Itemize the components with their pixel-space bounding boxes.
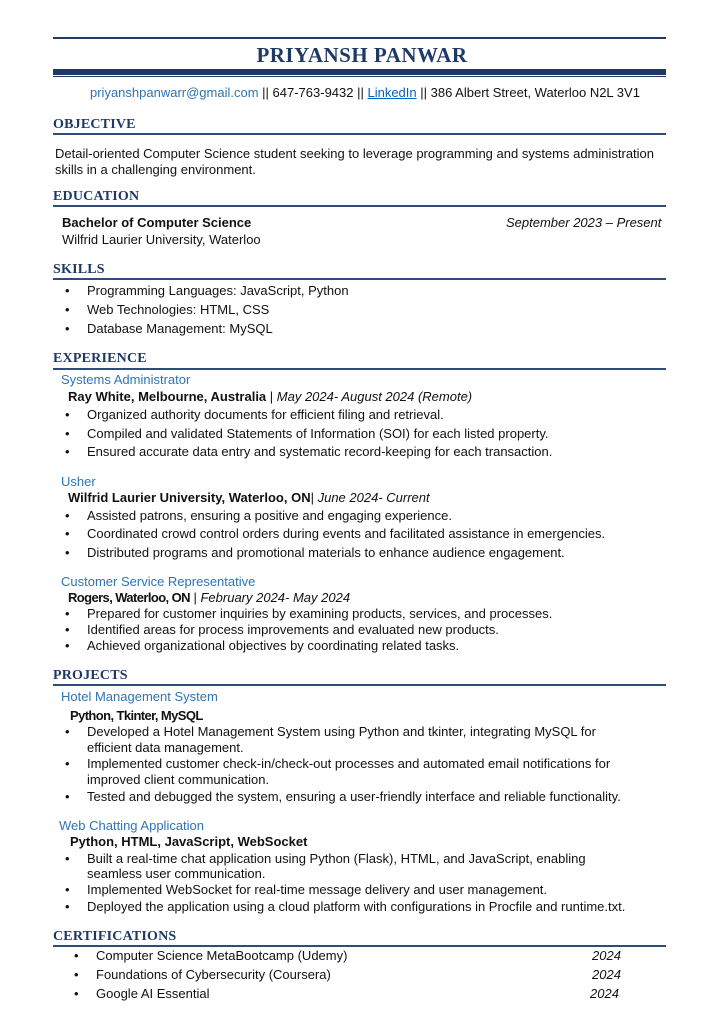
job-org: Ray White, Melbourne, Australia — [68, 389, 267, 404]
job-org-line — [68, 490, 430, 505]
cert-name: • Computer Science MetaBootcamp (Udemy) — [96, 948, 347, 963]
skill-item: • Web Technologies: HTML, CSS — [87, 302, 269, 317]
job-role: Usher — [61, 474, 96, 489]
cert-year: 2024 — [592, 967, 621, 982]
section-title-certifications: CERTIFICATIONS — [53, 929, 177, 944]
project-bullet: • Built a real-time chat application using Python (Flask), HTML, and JavaScript, enabling — [87, 851, 586, 866]
education-degree: Bachelor of Computer Science — [62, 215, 252, 230]
job-org: Rogers, Waterloo, ON — [68, 590, 190, 605]
cert-name: • Foundations of Cybersecurity (Coursera) — [96, 967, 331, 982]
cert-year: 2024 — [590, 986, 619, 1001]
job-period: June 2024- Current — [317, 490, 430, 505]
project-bullet: • Tested and debugged the system, ensuring a user-friendly interface and reliable functionality. — [87, 789, 621, 804]
job-bullet: • Organized authority documents for efficient filing and retrieval. — [87, 407, 444, 422]
project-bullet: • Developed a Hotel Management System using Python and tkinter, integrating MySQL for — [87, 724, 596, 739]
project-name: Web Chatting Application — [59, 818, 205, 833]
job-bullet: • Ensured accurate data entry and systematic record-keeping for each transaction. — [87, 444, 552, 459]
job-bullet: • Compiled and validated Statements of Information (SOI) for each listed property. — [87, 426, 549, 441]
job-org: Wilfrid Laurier University, Waterloo, ON — [68, 490, 311, 505]
section-rule-certifications — [53, 945, 666, 947]
section-title-education: EDUCATION — [53, 189, 140, 204]
job-role: Customer Service Representative — [61, 574, 256, 589]
header-bottom-rule — [53, 69, 666, 75]
job-bullet: • Prepared for customer inquiries by examining products, services, and processes. — [87, 606, 552, 621]
job-org-line — [68, 590, 350, 605]
header-top-rule — [53, 37, 666, 39]
section-title-skills: SKILLS — [53, 262, 105, 277]
contact-line — [90, 85, 640, 100]
cert-year: 2024 — [592, 948, 621, 963]
project-bullet: • Implemented customer check-in/check-out processes and automated email notifications for — [87, 756, 610, 771]
project-tech: Python, HTML, JavaScript, WebSocket — [70, 834, 308, 849]
cert-name: • Google AI Essential — [96, 986, 209, 1001]
email-link[interactable]: priyanshpanwarr@gmail.com — [90, 85, 259, 100]
objective-line-2: skills in a challenging environment. — [55, 162, 256, 177]
job-org-line — [68, 389, 472, 404]
section-title-projects: PROJECTS — [53, 668, 128, 683]
project-bullet-cont: seamless user communication. — [87, 866, 266, 881]
project-bullet: • Deployed the application using a cloud platform with configurations in Procfile and runtime.txt. — [87, 899, 625, 914]
skill-item: • Database Management: MySQL — [87, 321, 273, 336]
project-tech: Python, Tkinter, MySQL — [70, 708, 203, 723]
linkedin-link[interactable]: LinkedIn — [367, 85, 417, 100]
skill-item: • Programming Languages: JavaScript, Python — [87, 283, 349, 298]
section-rule-experience — [53, 368, 666, 370]
job-separator: | — [189, 590, 201, 605]
project-bullet-cont: efficient data management. — [87, 740, 244, 755]
section-title-objective: OBJECTIVE — [53, 117, 136, 132]
job-bullet: • Identified areas for process improvements and evaluated new products. — [87, 622, 499, 637]
job-bullet: • Achieved organizational objectives by coordinating related tasks. — [87, 638, 459, 653]
objective-line-1: Detail-oriented Computer Science student seeking to leverage programming and systems administration — [55, 146, 655, 161]
section-rule-skills — [53, 278, 666, 280]
education-dates: September 2023 – Present — [506, 215, 662, 230]
project-bullet-cont: improved client communication. — [87, 772, 270, 787]
candidate-name: PRIYANSH PANWAR — [256, 43, 468, 67]
project-bullet: • Implemented WebSocket for real-time message delivery and user management. — [87, 882, 547, 897]
job-role: Systems Administrator — [61, 372, 191, 387]
section-rule-objective — [53, 133, 666, 135]
contact-address: || 386 Albert Street, Waterloo N2L 3V1 — [416, 85, 640, 100]
section-rule-education — [53, 205, 666, 207]
project-name: Hotel Management System — [61, 689, 218, 704]
education-school: Wilfrid Laurier University, Waterloo — [62, 232, 261, 247]
job-period: May 2024- August 2024 (Remote) — [276, 389, 473, 404]
job-bullet: • Coordinated crowd control orders during events and facilitated assistance in emergencies. — [87, 526, 605, 541]
job-period: February 2024- May 2024 — [200, 590, 351, 605]
job-separator: | — [266, 389, 277, 404]
contact-separator-phone: || 647-763-9432 || — [258, 85, 368, 100]
section-title-experience: EXPERIENCE — [53, 351, 147, 366]
job-bullet: • Distributed programs and promotional materials to enhance audience engagement. — [87, 545, 565, 560]
job-bullet: • Assisted patrons, ensuring a positive and engaging experience. — [87, 508, 452, 523]
job-separator: | — [310, 490, 318, 505]
section-rule-projects — [53, 684, 666, 686]
header-bottom-rule-thin — [53, 76, 666, 77]
